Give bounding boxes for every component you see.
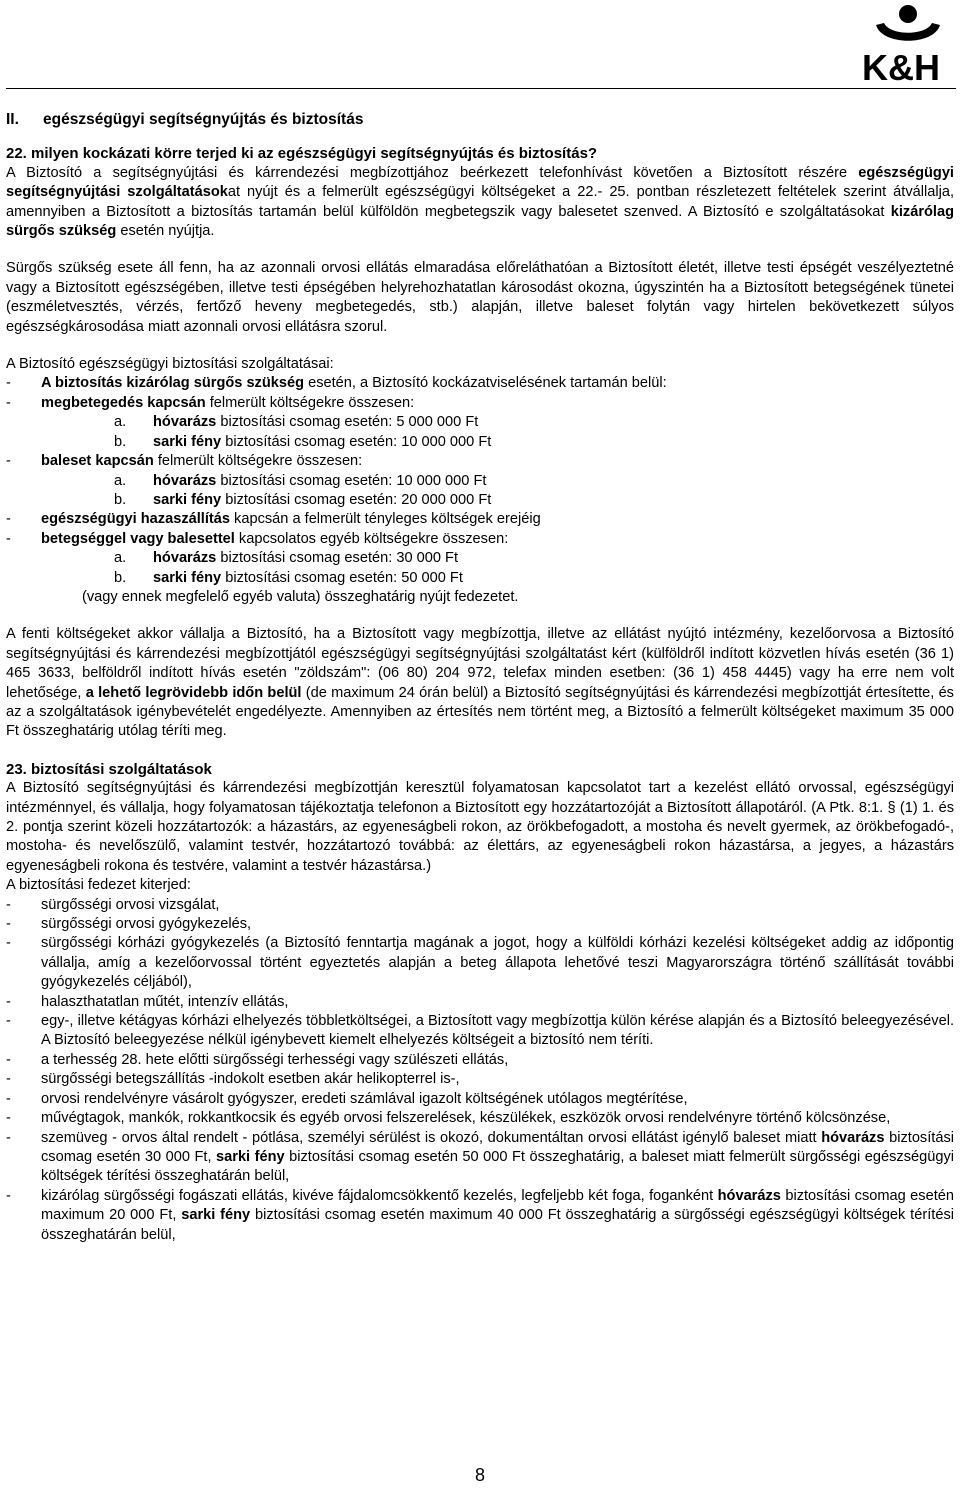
- coverage-item: [6, 1109, 954, 1128]
- service-item: [6, 394, 954, 413]
- list-item-text: [41, 1090, 954, 1109]
- coverage-item: [6, 1012, 954, 1051]
- text-run: felmerült költségekre összesen:: [153, 453, 363, 470]
- list-dash: -: [6, 935, 11, 952]
- subitem-letter: a.: [114, 550, 127, 567]
- bold-text: sarki fény: [181, 1207, 251, 1224]
- text-run: A Biztosító a segítségnyújtási és kárrendezési megbízottjához beérkezett telefonhívást követően a Biztosított részére: [6, 164, 859, 181]
- text-run: a terhesség 28. hete előtti sürgősségi terhességi vagy szülészeti ellátás,: [41, 1051, 509, 1068]
- section-title: egészségügyi segítségnyújtás és biztosítás: [43, 111, 364, 128]
- bold-text: betegséggel vagy balesettel: [41, 530, 235, 547]
- section-number: II.: [6, 111, 19, 128]
- subitem-text: [153, 413, 478, 432]
- bold-text: sarki fény: [153, 569, 222, 586]
- text-run: biztosítási csomag esetén 50 000 Ft összeghatárig, a baleset miatt felmerült sürgősségi egészségügyi költségek térítési összeghatárán belül,: [41, 1148, 954, 1185]
- text-run: kizárólag sürgősségi fogászati ellátás, kivéve fájdalomcsökkentő kezelés, legfeljebb két foga, foganként: [41, 1187, 718, 1204]
- text-run: szemüveg - orvos által rendelt - pótlása, személyi sérülést is okozó, dokumentáltan orvosi ellátást igénylő baleset miatt: [41, 1129, 822, 1146]
- text-run: felmerült költségekre összesen:: [205, 394, 415, 411]
- page-number: 8: [474, 1465, 485, 1485]
- text-run: kapcsolatos egyéb költségekre összesen:: [234, 530, 509, 547]
- coverage-intro: A biztosítási fedezet kiterjed:: [6, 877, 191, 894]
- subitem-letter: a.: [114, 414, 127, 431]
- services-tail: (vagy ennek megfelelő egyéb valuta) összeghatárig nyújt fedezetet.: [82, 588, 519, 605]
- bold-text: A biztosítás kizárólag sürgős szükség: [41, 375, 305, 392]
- text-run: biztosítási csomag esetén 30 000 Ft,: [41, 1129, 954, 1165]
- coverage-list: [6, 896, 954, 1245]
- text-run: biztosítási csomag esetén: 10 000 000 Ft: [216, 472, 487, 489]
- text-run: biztosítási csomag esetén: 10 000 000 Ft: [221, 433, 492, 450]
- text-run: sürgősségi orvosi vizsgálat,: [41, 896, 220, 913]
- text-run: művégtagok, mankók, rokkantkocsik és egyéb orvosi felszerelések, készülékek, eszközök orvosi rendelvényre történő kölcsönzése,: [41, 1110, 891, 1127]
- bold-text: hóvarázs: [717, 1187, 781, 1204]
- list-dash: -: [6, 1187, 11, 1204]
- list-item-text: [41, 394, 954, 413]
- text-run: at nyújt és a felmerült egészségügyi költségeket a 22.- 25. pontban részletezett feltételek szerint átvállalja, amennyiben a Biztosított a biztosítás tartamán belül külföldön megbetegszik vagy balesetet szenved. A Biztosító e szolgáltatásokat: [6, 184, 954, 220]
- subitem-text: [153, 569, 463, 588]
- text-run: halaszthatatlan műtét, intenzív ellátás,: [41, 993, 289, 1010]
- text-run: egy-, illetve kétágyas kórházi elhelyezés többletköltségei, a Biztosított vagy megbízottja külön kérése alapján és a Biztosító beleegyezésével. A Biztosító beleegyezése nélkül igénybevett kiemelt elhelyezés költségeit a biztosító nem téríti.: [41, 1013, 954, 1049]
- subitem-text: [153, 433, 491, 452]
- list-dash: -: [6, 1110, 11, 1127]
- list-item-text: [41, 530, 954, 549]
- services-intro: A Biztosító egészségügyi biztosítási szolgáltatásai:: [6, 356, 334, 373]
- bold-text: sarki fény: [153, 433, 222, 450]
- text-run: esetén nyújtja.: [116, 223, 215, 240]
- bold-text: baleset kapcsán: [41, 453, 154, 470]
- text-run: A fenti költségeket akkor vállalja a Biztosító, ha a Biztosított vagy megbízottja, illetve az ellátást nyújtó intézmény, kezelőorvosa a Biztosító segítségnyújtási és kárrendezési megbízottjától egészségügyi segítségnyújtási szolgáltatást kért (külföldről indított közvetlen hívás esetén (36 1) 465 3633, belföldről indított hívás esetén "zöldszám": (06 80) 204 972, telefax minden esetben: (36 1) 458 4445) vagy ha erre nem volt lehetősége,: [6, 626, 954, 701]
- coverage-item: [6, 896, 954, 915]
- service-item: [6, 374, 954, 393]
- coverage-item: [6, 1051, 954, 1070]
- logo-text: K&H: [862, 47, 940, 82]
- text-run: kapcsán a felmerült tényleges költségek erejéig: [230, 511, 541, 528]
- list-item-text: [41, 1187, 954, 1245]
- bold-text: hóvarázs: [153, 550, 217, 567]
- heading-22: 22. milyen kockázati körre terjed ki az egészségügyi segítségnyújtás és biztosítás?: [6, 145, 598, 163]
- list-item-text: [41, 896, 954, 915]
- list-dash: -: [6, 453, 11, 470]
- coverage-item: [6, 1187, 954, 1245]
- service-subitem: [6, 569, 954, 588]
- list-item-text: [41, 510, 954, 529]
- list-dash: -: [6, 394, 11, 411]
- list-dash: -: [6, 530, 11, 547]
- bold-text: egészségügyi segítségnyújtási szolgáltatások: [6, 164, 954, 201]
- list-item-text: [41, 1012, 954, 1051]
- section-heading: [6, 110, 954, 129]
- document-body: [6, 110, 954, 1245]
- service-item: [6, 452, 954, 471]
- s22-paragraph-1: [6, 164, 954, 242]
- list-dash: -: [6, 1129, 11, 1146]
- text-run: biztosítási csomag esetén maximum 40 000 Ft összeghatárig a sürgősségi egészségügyi költségek térítési összeghatárán belül,: [41, 1207, 954, 1243]
- bold-text: megbetegedés kapcsán: [41, 394, 206, 411]
- list-item-text: [41, 915, 954, 934]
- text-run: sürgősségi betegszállítás -indokolt esetben akár helikopterrel is-,: [41, 1071, 460, 1088]
- list-item-text: [41, 1109, 954, 1128]
- s22-paragraph-2: Sürgős szükség esete áll fenn, ha az azonnali orvosi ellátás elmaradása előreláthatóan a Biztosított életét, illetve testi épségét veszélyeztetné vagy a Biztosított egészségében, illetve testi épségében helyrehozhatatlan károsodást okozna, úgyszintén ha a Biztosított betegségének tünetei (eszméletvesztés, vérzés, fertőző heveny megbetegedés, stb.) alapján, illetve baleset folytán vagy hirtelen bekövetkezett súlyos egészségkárosodása miatt azonnali orvosi ellátásra szorul.: [6, 260, 954, 335]
- coverage-item: [6, 934, 954, 992]
- service-item: [6, 510, 954, 529]
- services-list: [6, 374, 954, 587]
- list-dash: -: [6, 511, 11, 528]
- service-subitem: [6, 433, 954, 452]
- text-run: biztosítási csomag esetén: 50 000 Ft: [221, 569, 463, 586]
- header-rule: [6, 88, 956, 89]
- list-item-text: [41, 1129, 954, 1187]
- list-dash: -: [6, 1090, 11, 1107]
- text-run: biztosítási csomag esetén: 5 000 000 Ft: [216, 414, 479, 431]
- text-run: biztosítási csomag esetén: 30 000 Ft: [216, 550, 459, 567]
- coverage-item: [6, 993, 954, 1012]
- subitem-letter: b.: [114, 491, 127, 508]
- list-item-text: [41, 934, 954, 992]
- list-dash: -: [6, 375, 11, 392]
- bold-text: a lehető legrövidebb időn belül: [85, 684, 302, 701]
- list-item-text: [41, 1051, 954, 1070]
- bold-text: hóvarázs: [153, 414, 217, 431]
- list-dash: -: [6, 916, 11, 933]
- list-item-text: [41, 452, 954, 471]
- bold-text: kizárólag sürgős szükség: [6, 203, 954, 240]
- heading-23: 23. biztosítási szolgáltatások: [6, 760, 212, 778]
- subitem-letter: a.: [114, 472, 127, 489]
- coverage-item: [6, 1090, 954, 1109]
- service-subitem: [6, 549, 954, 568]
- coverage-item: [6, 1070, 954, 1089]
- list-dash: -: [6, 1013, 11, 1030]
- list-dash: -: [6, 1051, 11, 1068]
- list-dash: -: [6, 993, 11, 1010]
- s23-paragraph-1: A Biztosító segítségnyújtási és kárrendezési megbízottján keresztül folyamatosan kapcsolatot tart a kezelést ellátó orvossal, egészségügyi intézménnyel, és vállalja, hogy folyamatosan tájékoztatja telefonon a Biztosított egy hozzátartozóját a Biztosított állapotáról. (A Ptk. 8:1. § (1) 1. és 2. pontja szerint közeli hozzátartozók: a házastárs, az egyeneságbeli rokon, az örökbefogadott, a mostoha és nevelt gyermek, az örökbefogadó-, mostoha- és nevelőszülő, valamint testvér, hozzátartozó továbbá: az élettárs, az egyeneságbeli rokon házastársa, a jegyes, a házastárs egyeneságbeli rokona és testvére, valamint a testvér házastársa.): [6, 780, 954, 874]
- bold-text: egészségügyi hazaszállítás: [41, 511, 230, 528]
- service-item: [6, 530, 954, 549]
- list-dash: -: [6, 1071, 11, 1088]
- subitem-text: [153, 472, 486, 491]
- subitem-text: [153, 549, 458, 568]
- service-subitem: [6, 413, 954, 432]
- subitem-letter: b.: [114, 433, 127, 450]
- list-dash: -: [6, 896, 11, 913]
- text-run: sürgősségi kórházi gyógykezelés (a Biztosító fenntartja magának a jogot, hogy a külföldi kórházi kezelési költségeket addig az időpontig vállalja, amíg a kezelőorvossal történt egyeztetés alapján a beteg állapota lehetővé teszi Magyarországra történő szállítását további gyógykezelés céljából),: [41, 935, 954, 991]
- bold-text: hóvarázs: [153, 472, 217, 489]
- subitem-letter: b.: [114, 569, 127, 586]
- text-run: biztosítási csomag esetén: 20 000 000 Ft: [221, 491, 492, 508]
- subitem-text: [153, 491, 491, 510]
- bold-text: hóvarázs: [821, 1129, 885, 1146]
- text-run: orvosi rendelvényre vásárolt gyógyszer, eredeti számlával igazolt költségének utólagos megtérítése,: [41, 1090, 688, 1107]
- bold-text: sarki fény: [216, 1148, 285, 1165]
- kh-logo: [848, 2, 954, 82]
- service-subitem: [6, 472, 954, 491]
- text-run: esetén, a Biztosító kockázatviselésének tartamán belül:: [304, 375, 667, 392]
- list-item-text: [41, 1070, 954, 1089]
- coverage-item: [6, 915, 954, 934]
- bold-text: sarki fény: [153, 491, 222, 508]
- s22-paragraph-3: [6, 625, 954, 741]
- list-item-text: [41, 374, 954, 393]
- text-run: sürgősségi orvosi gyógykezelés,: [41, 916, 252, 933]
- coverage-item: [6, 1129, 954, 1187]
- text-run: (de maximum 24 órán belül) a Biztosító segítségnyújtási és kárrendezési megbízottját értesítette, és az a szolgáltatások igénybevételét engedélyezte. Amennyiben az értesítés nem történt meg, a Biztosító a felmerült költségeket maximum 35 000 Ft összeghatárig utólag téríti meg.: [6, 684, 954, 740]
- list-item-text: [41, 993, 954, 1012]
- service-subitem: [6, 491, 954, 510]
- text-run: biztosítási csomag esetén maximum 20 000 Ft,: [41, 1187, 954, 1224]
